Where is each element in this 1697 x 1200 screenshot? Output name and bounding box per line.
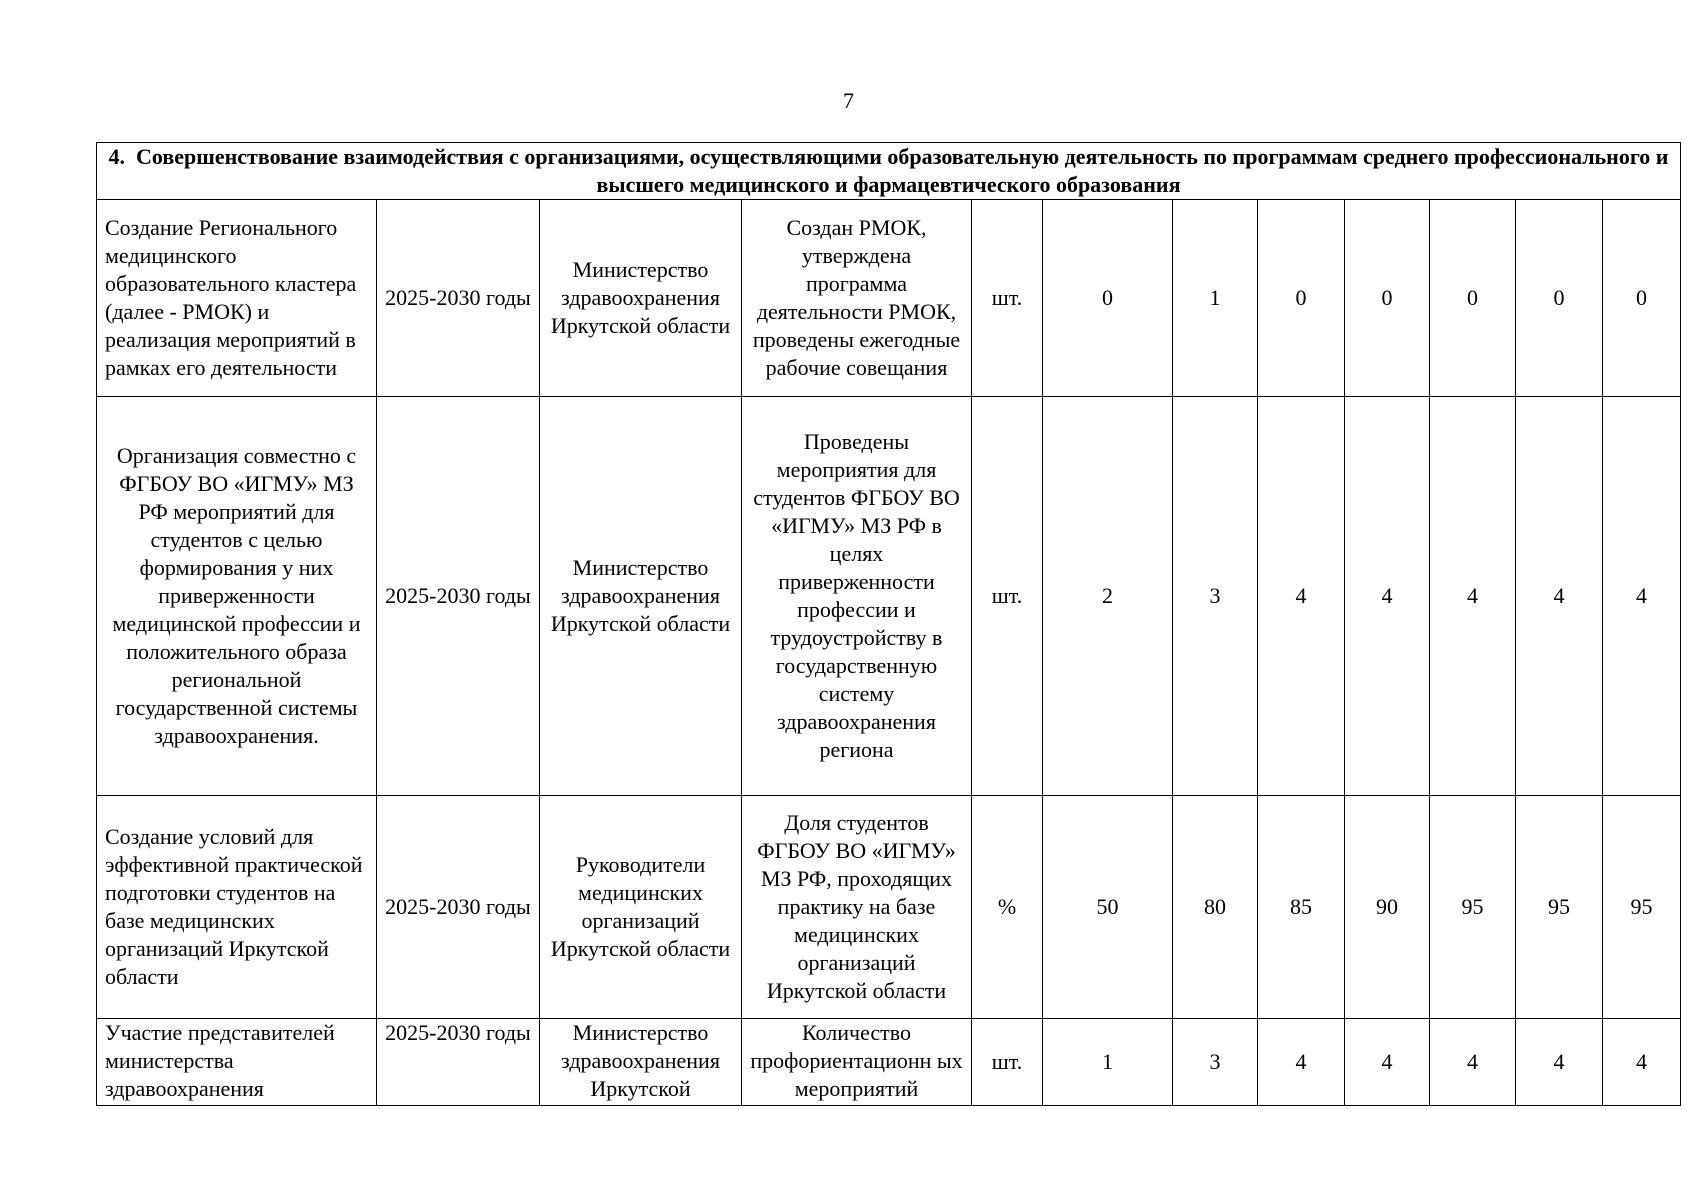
executor-cell: Руководители медицинских организаций Иркутской области <box>540 796 742 1019</box>
period-cell: 2025-2030 годы <box>377 397 540 796</box>
value-cell: 4 <box>1603 1019 1681 1106</box>
value-cell: 4 <box>1516 397 1603 796</box>
value-cell: 4 <box>1430 1019 1516 1106</box>
section-header-row <box>97 143 1681 200</box>
value-cell: 0 <box>1516 200 1603 397</box>
executor-cell: Министерство здравоохранения Иркутской <box>540 1019 742 1106</box>
value-cell: 85 <box>1258 796 1345 1019</box>
value-cell: 80 <box>1173 796 1258 1019</box>
value-cell: 4 <box>1603 397 1681 796</box>
activity-cell: Создание Регионального медицинского образовательного кластера (далее - РМОК) и реализация мероприятий в рамках его деятельности <box>97 200 377 397</box>
table-row <box>97 200 1681 397</box>
value-cell: 4 <box>1345 397 1430 796</box>
value-cell: 95 <box>1516 796 1603 1019</box>
value-cell: 2 <box>1043 397 1173 796</box>
value-cell: 0 <box>1430 200 1516 397</box>
value-cell: 50 <box>1043 796 1173 1019</box>
activity-cell: Участие представителей министерства здравоохранения <box>97 1019 377 1106</box>
value-cell: 4 <box>1258 1019 1345 1106</box>
value-cell: 0 <box>1603 200 1681 397</box>
period-cell: 2025-2030 годы <box>377 796 540 1019</box>
value-cell: 95 <box>1430 796 1516 1019</box>
activity-cell: Организация совместно с ФГБОУ ВО «ИГМУ» МЗ РФ мероприятий для студентов с целью формирования у них приверженности медицинской профессии и положительного образа региональной государственной системы здравоохранения. <box>97 397 377 796</box>
value-cell: 90 <box>1345 796 1430 1019</box>
section-title: 4. Совершенствование взаимодействия с организациями, осуществляющими образовательную деятельность по программам среднего профессионального и высшего медицинского и фармацевтического образования <box>97 143 1681 200</box>
value-cell: 4 <box>1430 397 1516 796</box>
table-row <box>97 796 1681 1019</box>
value-cell: 3 <box>1173 1019 1258 1106</box>
value-cell: 95 <box>1603 796 1681 1019</box>
result-cell: Создан РМОК, утверждена программа деятельности РМОК, проведены ежегодные рабочие совещания <box>742 200 972 397</box>
page-number: 7 <box>843 88 854 113</box>
value-cell: 0 <box>1345 200 1430 397</box>
value-cell: 3 <box>1173 397 1258 796</box>
result-cell: Количество профориентационн ых мероприятий <box>742 1019 972 1106</box>
value-cell: 0 <box>1258 200 1345 397</box>
unit-cell: шт. <box>972 1019 1043 1106</box>
value-cell: 4 <box>1258 397 1345 796</box>
table-row <box>97 1019 1681 1106</box>
result-cell: Проведены мероприятия для студентов ФГБОУ ВО «ИГМУ» МЗ РФ в целях приверженности профессии и трудоустройству в государственную систему здравоохранения региона <box>742 397 972 796</box>
activities-table <box>96 142 1681 1106</box>
period-cell: 2025-2030 годы <box>377 200 540 397</box>
unit-cell: шт. <box>972 200 1043 397</box>
value-cell: 0 <box>1043 200 1173 397</box>
value-cell: 1 <box>1043 1019 1173 1106</box>
unit-cell: % <box>972 796 1043 1019</box>
value-cell: 4 <box>1345 1019 1430 1106</box>
value-cell: 1 <box>1173 200 1258 397</box>
executor-cell: Министерство здравоохранения Иркутской области <box>540 200 742 397</box>
executor-cell: Министерство здравоохранения Иркутской области <box>540 397 742 796</box>
table-row <box>97 397 1681 796</box>
period-cell: 2025-2030 годы <box>377 1019 540 1106</box>
activity-cell: Создание условий для эффективной практической подготовки студентов на базе медицинских организаций Иркутской области <box>97 796 377 1019</box>
unit-cell: шт. <box>972 397 1043 796</box>
value-cell: 4 <box>1516 1019 1603 1106</box>
result-cell: Доля студентов ФГБОУ ВО «ИГМУ» МЗ РФ, проходящих практику на базе медицинских организаций Иркутской области <box>742 796 972 1019</box>
